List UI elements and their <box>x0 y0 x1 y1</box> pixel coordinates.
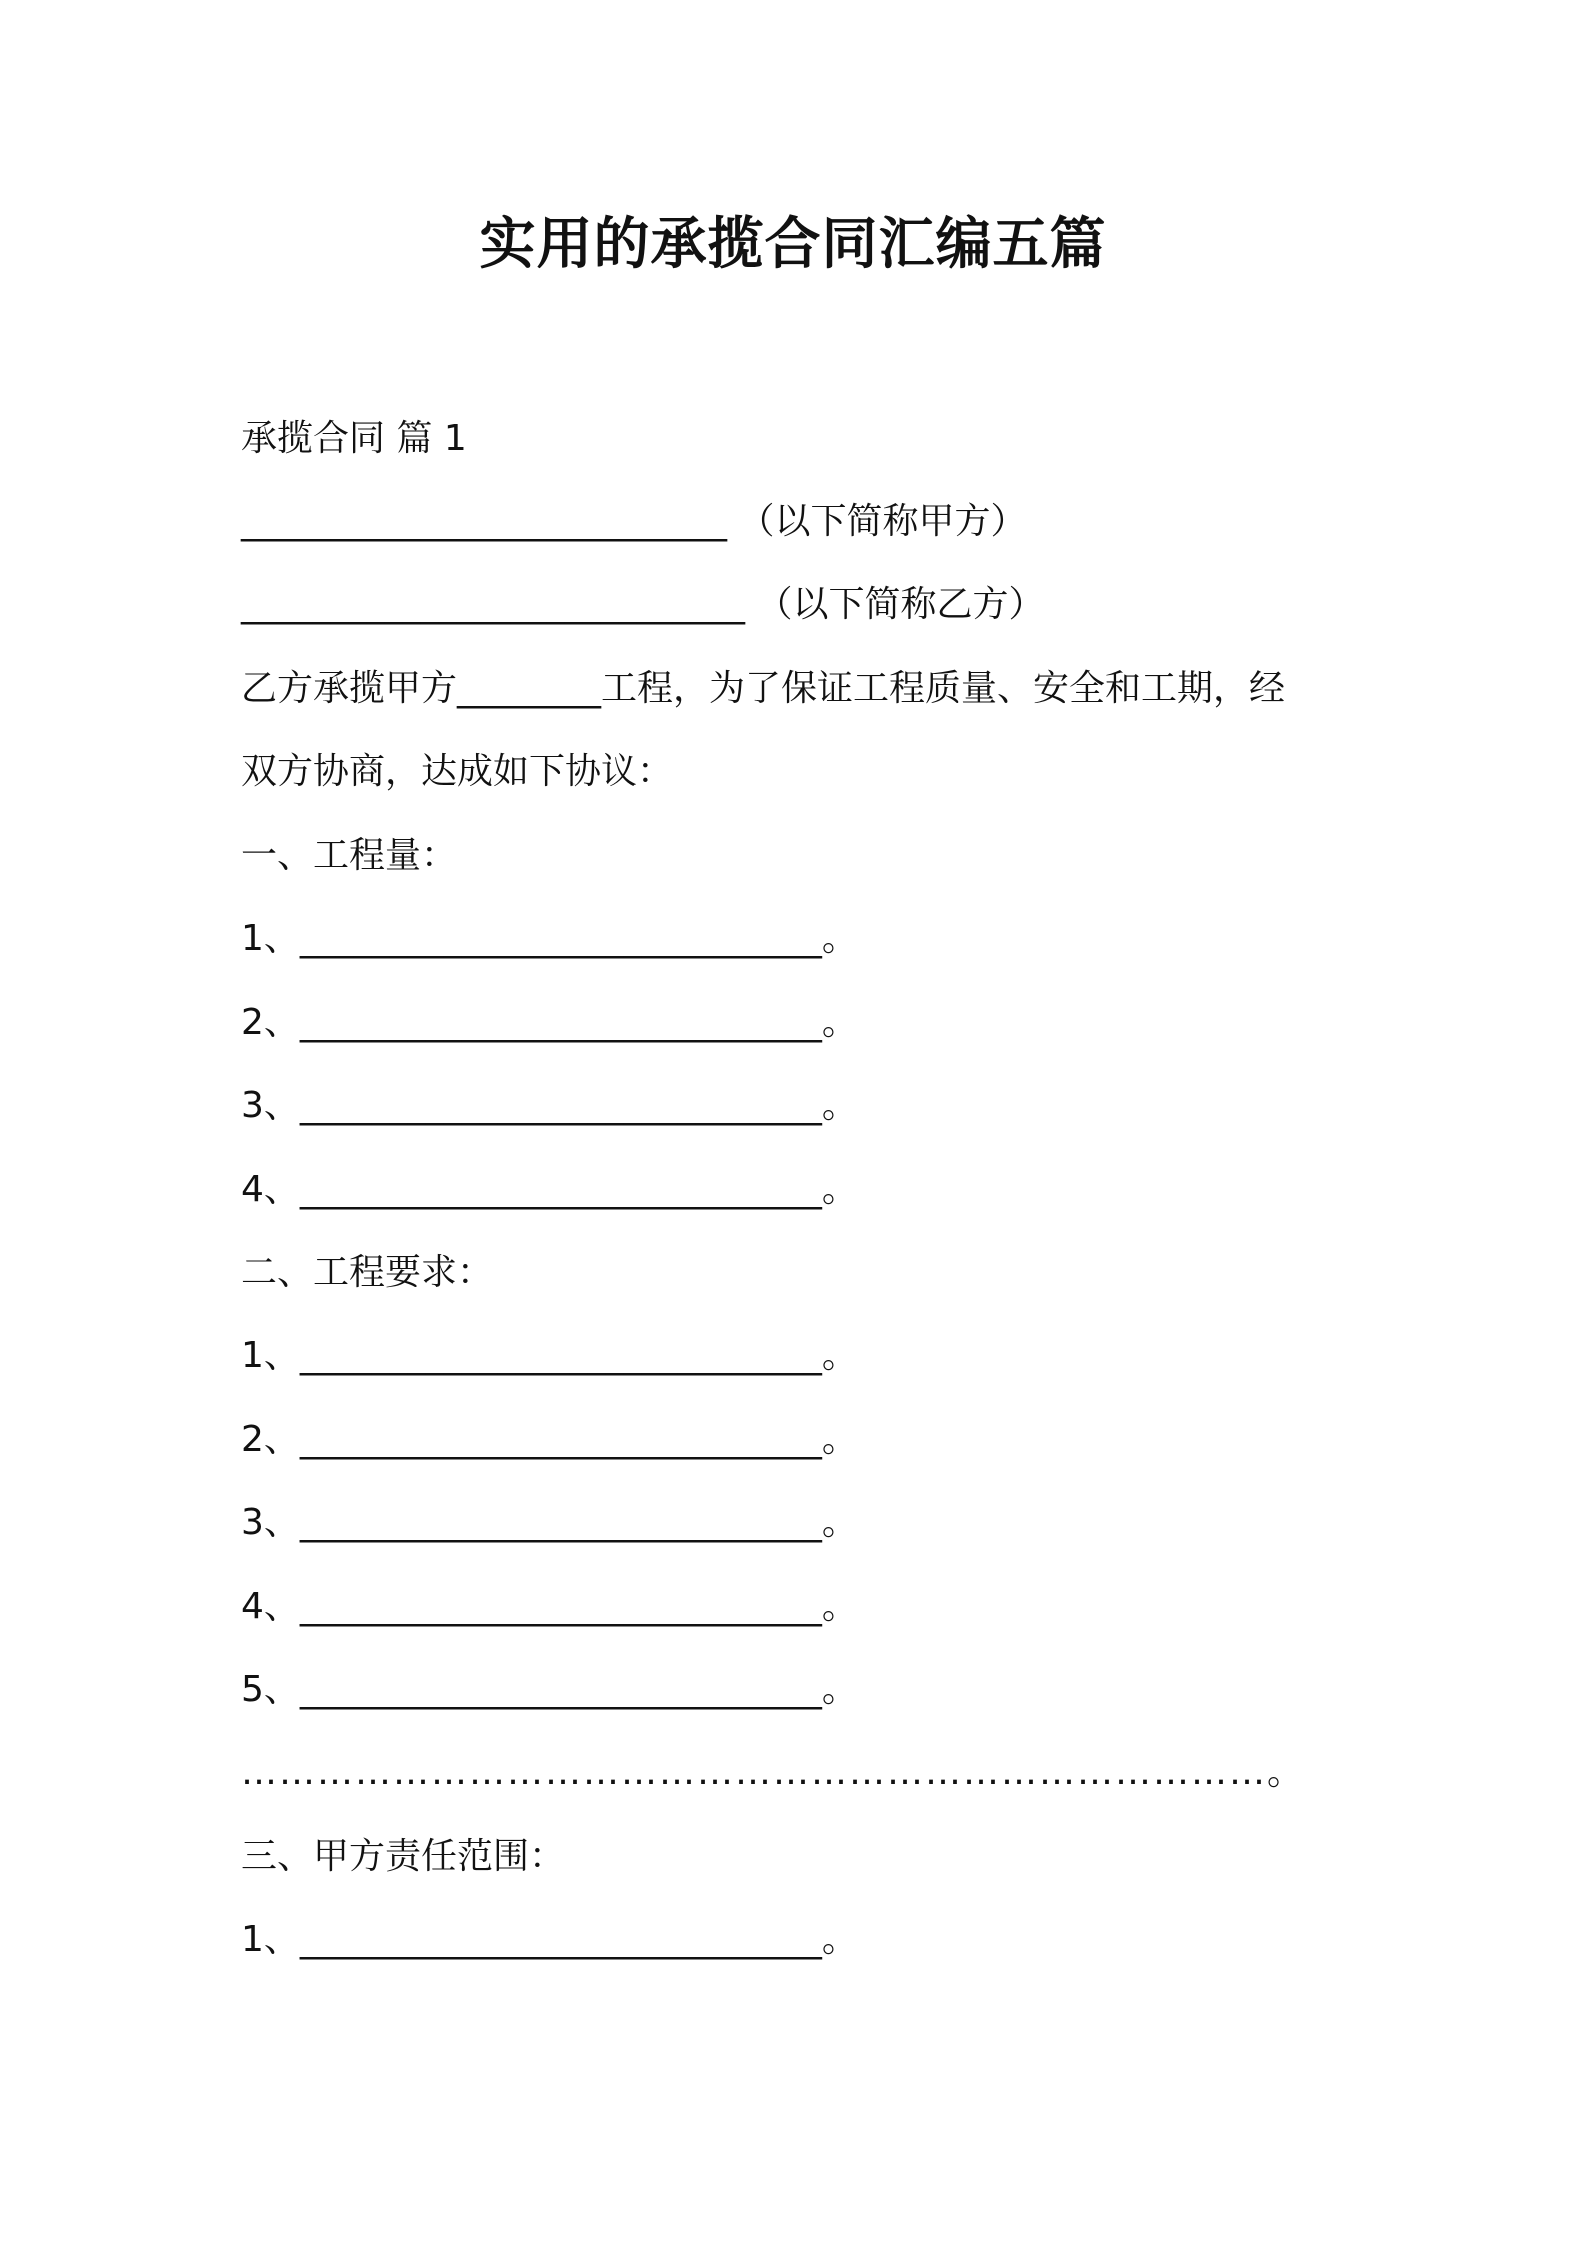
party-b-line: ____________________________ （以下简称乙方） <box>241 584 1045 625</box>
clause-2-item-2: 2、_____________________________。 <box>241 1419 858 1460</box>
clause-1-item-1: 1、_____________________________。 <box>241 918 858 959</box>
clause-2-item-5: 5、_____________________________。 <box>241 1669 858 1710</box>
clause-3-item-1: 1、_____________________________。 <box>241 1919 858 1960</box>
section-heading: 承揽合同 篇 1 <box>241 418 467 459</box>
clause-1-item-3: 3、_____________________________。 <box>241 1085 858 1126</box>
document-title: 实用的承揽合同汇编五篇 <box>479 212 1107 277</box>
clause-heading-1: 一、工程量： <box>241 835 458 876</box>
clause-heading-3: 三、甲方责任范围： <box>241 1836 566 1877</box>
clause-1-item-2: 2、_____________________________。 <box>241 1002 858 1043</box>
clause-2-item-1: 1、_____________________________。 <box>241 1335 858 1376</box>
clause-heading-2: 二、工程要求： <box>241 1252 494 1293</box>
clause-1-item-4: 4、_____________________________。 <box>241 1169 858 1210</box>
party-a-line: ___________________________ （以下简称甲方） <box>241 501 1027 542</box>
body-paragraph-line-2: 双方协商，达成如下协议： <box>241 751 674 792</box>
clause-2-item-4: 4、_____________________________。 <box>241 1586 858 1627</box>
body-paragraph-line-1: 乙方承揽甲方________工程，为了保证工程质量、安全和工期，经 <box>241 668 1286 709</box>
ellipsis-line: ………………………………………………………………………。 <box>241 1752 1305 1793</box>
clause-2-item-3: 3、_____________________________。 <box>241 1502 858 1543</box>
